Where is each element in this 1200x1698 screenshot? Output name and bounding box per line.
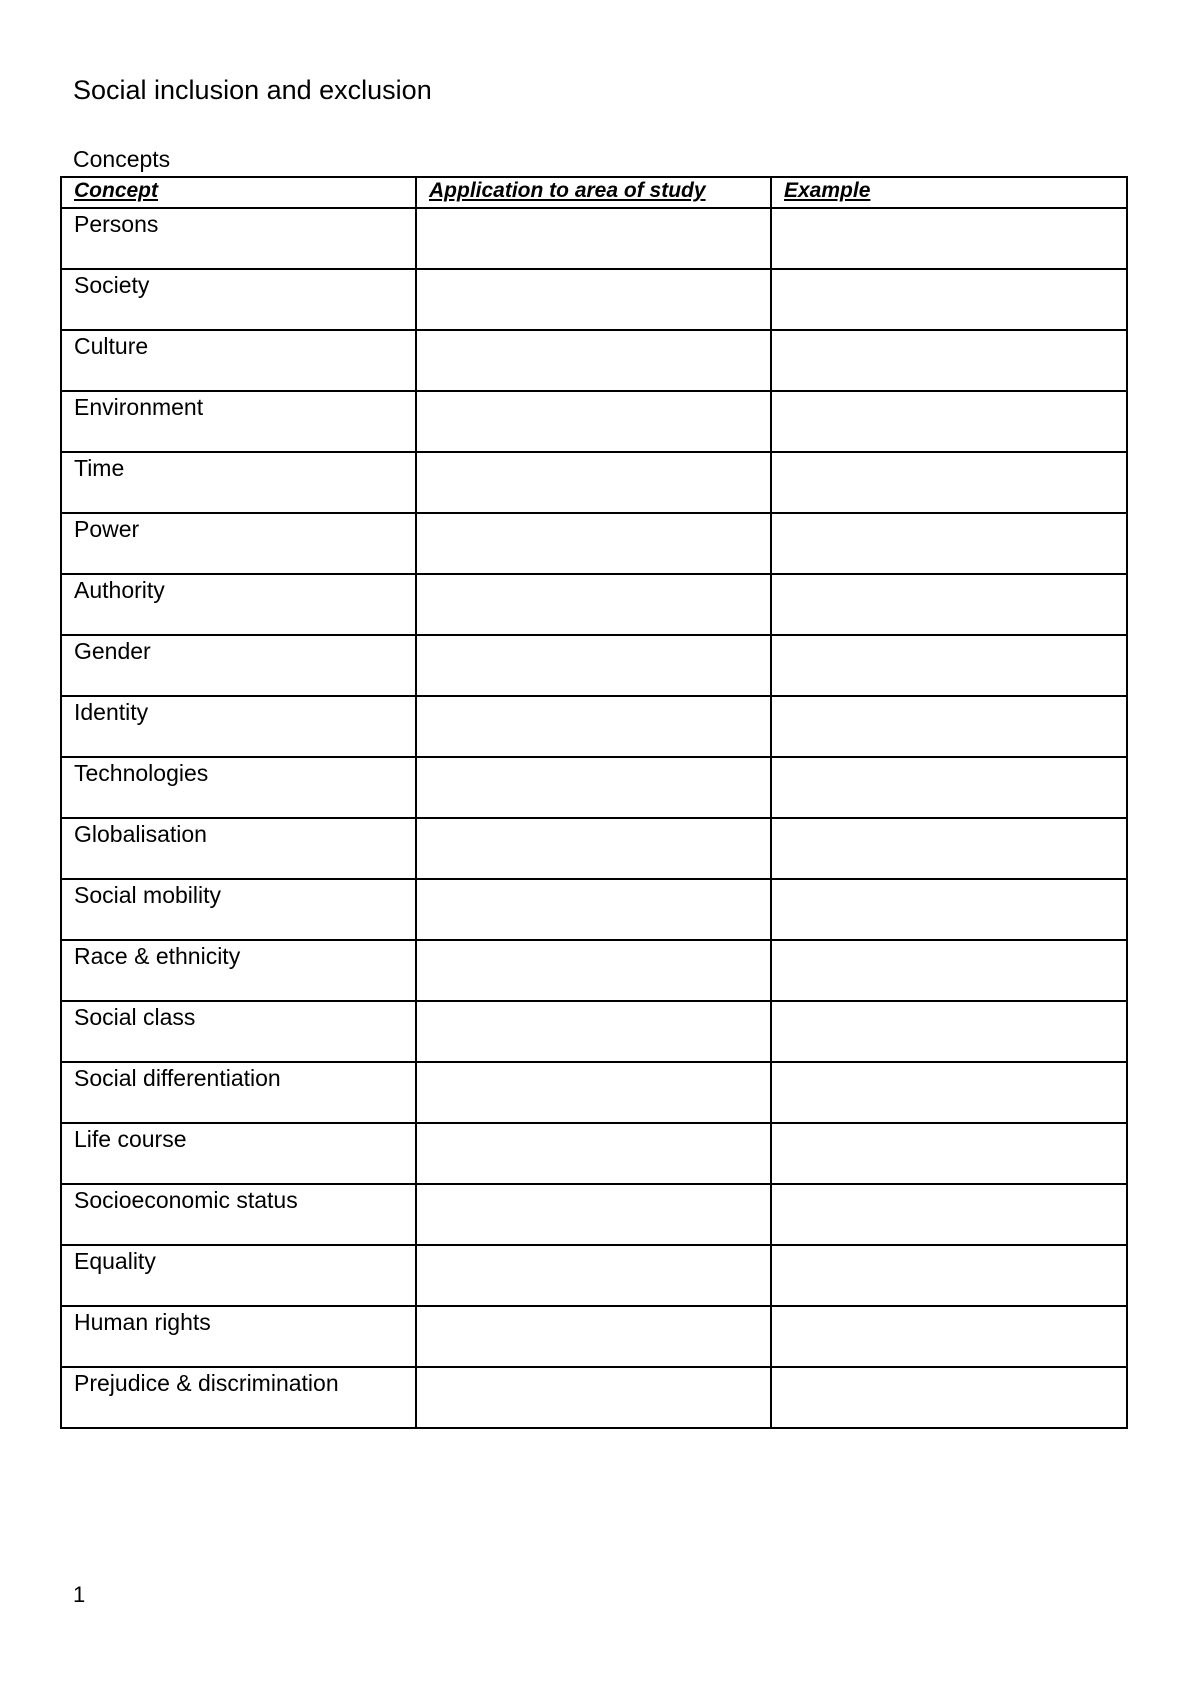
concept-cell: Time [61,452,416,513]
example-cell[interactable] [771,1062,1127,1123]
concept-cell: Equality [61,1245,416,1306]
table-row [61,1184,1127,1245]
application-cell[interactable] [416,269,771,330]
concept-cell: Authority [61,574,416,635]
application-cell[interactable] [416,391,771,452]
table-row [61,879,1127,940]
table-row [61,330,1127,391]
example-cell[interactable] [771,269,1127,330]
application-cell[interactable] [416,452,771,513]
example-cell[interactable] [771,818,1127,879]
table-row [61,757,1127,818]
table-row [61,391,1127,452]
application-cell[interactable] [416,1367,771,1428]
application-cell[interactable] [416,696,771,757]
application-cell[interactable] [416,940,771,1001]
table-row [61,635,1127,696]
application-cell[interactable] [416,1184,771,1245]
concept-cell: Technologies [61,757,416,818]
application-cell[interactable] [416,1123,771,1184]
table-body [61,208,1127,1428]
column-header-example: Example [771,177,1127,208]
table-row [61,1062,1127,1123]
application-cell[interactable] [416,818,771,879]
concept-cell: Persons [61,208,416,269]
table-row [61,940,1127,1001]
example-cell[interactable] [771,1245,1127,1306]
application-cell[interactable] [416,879,771,940]
application-cell[interactable] [416,1306,771,1367]
page-number: 1 [73,1582,86,1607]
example-cell[interactable] [771,879,1127,940]
section-heading: Concepts [73,146,171,172]
concept-cell: Culture [61,330,416,391]
table-row [61,269,1127,330]
table-row [61,696,1127,757]
table-row [61,1245,1127,1306]
concept-cell: Globalisation [61,818,416,879]
concept-cell: Environment [61,391,416,452]
table-row [61,574,1127,635]
example-cell[interactable] [771,330,1127,391]
table-row [61,1123,1127,1184]
column-header-concept: Concept [61,177,416,208]
example-cell[interactable] [771,635,1127,696]
table-row [61,1367,1127,1428]
application-cell[interactable] [416,1001,771,1062]
application-cell[interactable] [416,1062,771,1123]
application-cell[interactable] [416,574,771,635]
example-cell[interactable] [771,940,1127,1001]
concept-cell: Race & ethnicity [61,940,416,1001]
example-cell[interactable] [771,574,1127,635]
application-cell[interactable] [416,513,771,574]
example-cell[interactable] [771,1367,1127,1428]
table-row [61,1306,1127,1367]
application-cell[interactable] [416,330,771,391]
concept-cell: Prejudice & discrimination [61,1367,416,1428]
table-header-row [61,177,1127,208]
table-row [61,513,1127,574]
concept-cell: Identity [61,696,416,757]
example-cell[interactable] [771,696,1127,757]
table-row [61,208,1127,269]
concept-cell: Human rights [61,1306,416,1367]
application-cell[interactable] [416,757,771,818]
column-header-application: Application to area of study [416,177,771,208]
example-cell[interactable] [771,391,1127,452]
concept-cell: Socioeconomic status [61,1184,416,1245]
example-cell[interactable] [771,1001,1127,1062]
concept-cell: Gender [61,635,416,696]
concept-cell: Power [61,513,416,574]
concept-cell: Society [61,269,416,330]
concept-cell: Life course [61,1123,416,1184]
example-cell[interactable] [771,513,1127,574]
example-cell[interactable] [771,757,1127,818]
concept-cell: Social differentiation [61,1062,416,1123]
concept-cell: Social mobility [61,879,416,940]
table-row [61,818,1127,879]
table-row [61,452,1127,513]
concept-cell: Social class [61,1001,416,1062]
example-cell[interactable] [771,1184,1127,1245]
table-row [61,1001,1127,1062]
application-cell[interactable] [416,635,771,696]
example-cell[interactable] [771,208,1127,269]
example-cell[interactable] [771,1306,1127,1367]
application-cell[interactable] [416,1245,771,1306]
example-cell[interactable] [771,452,1127,513]
example-cell[interactable] [771,1123,1127,1184]
concepts-table [60,176,1128,1429]
application-cell[interactable] [416,208,771,269]
page-title: Social inclusion and exclusion [73,75,432,105]
